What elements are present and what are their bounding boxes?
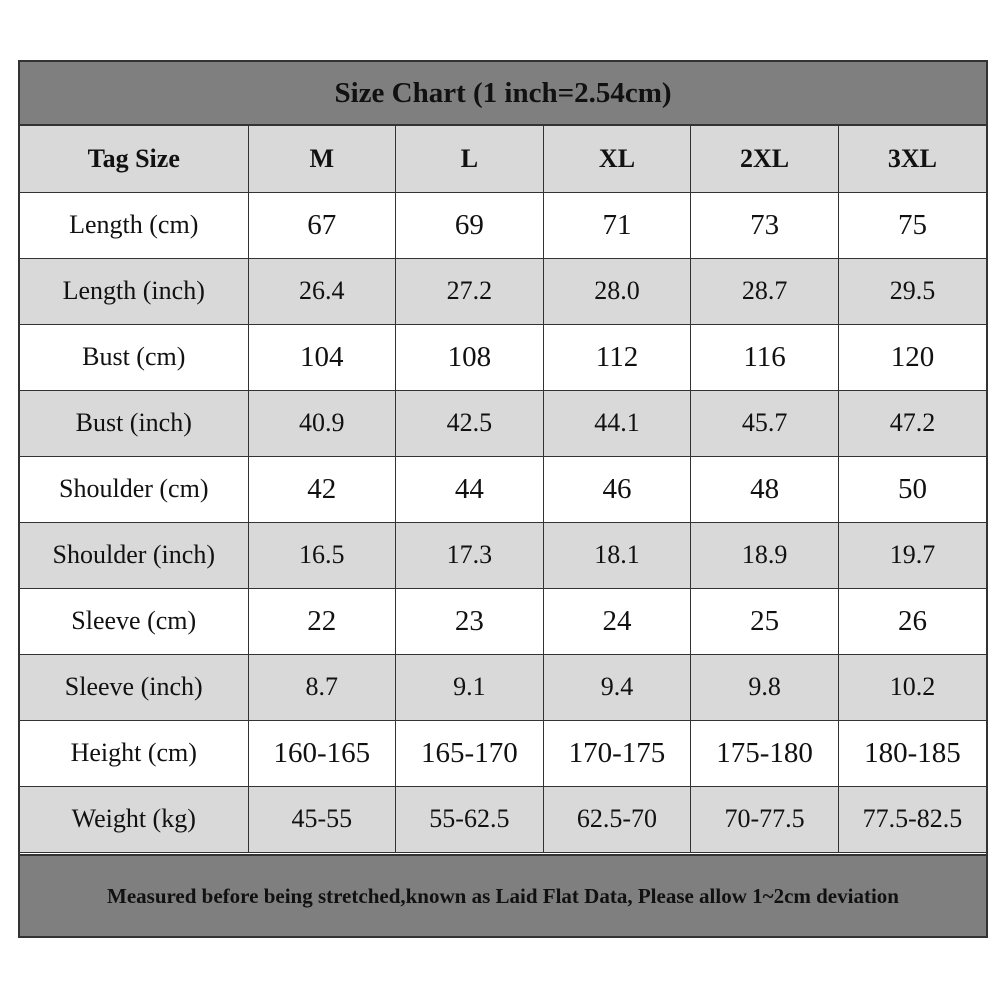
table-cell: 23 — [396, 588, 544, 654]
table-row — [20, 588, 986, 654]
table-cell: 9.4 — [543, 654, 691, 720]
table-cell: 67 — [248, 192, 396, 258]
table-cell: 75 — [838, 192, 986, 258]
table-cell: 9.1 — [396, 654, 544, 720]
row-label: Length (inch) — [20, 258, 248, 324]
table-cell: 175-180 — [691, 720, 839, 786]
table-cell: 104 — [248, 324, 396, 390]
table-cell: 29.5 — [838, 258, 986, 324]
table-cell: 8.7 — [248, 654, 396, 720]
header-row — [20, 126, 986, 192]
table-cell: 44.1 — [543, 390, 691, 456]
table-cell: 108 — [396, 324, 544, 390]
table-cell: 44 — [396, 456, 544, 522]
table-cell: 17.3 — [396, 522, 544, 588]
table-row — [20, 786, 986, 852]
table-cell: 22 — [248, 588, 396, 654]
table-cell: 25 — [691, 588, 839, 654]
row-label: Weight (kg) — [20, 786, 248, 852]
table-cell: 45-55 — [248, 786, 396, 852]
row-label: Height (cm) — [20, 720, 248, 786]
table-row — [20, 258, 986, 324]
table-row — [20, 192, 986, 258]
table-cell: 50 — [838, 456, 986, 522]
table-row — [20, 522, 986, 588]
row-label: Shoulder (inch) — [20, 522, 248, 588]
size-header: M — [248, 126, 396, 192]
table-row — [20, 720, 986, 786]
table-cell: 26 — [838, 588, 986, 654]
table-row — [20, 654, 986, 720]
size-chart — [18, 60, 988, 938]
size-header: L — [396, 126, 544, 192]
table-cell: 18.9 — [691, 522, 839, 588]
table-cell: 55-62.5 — [396, 786, 544, 852]
table-cell: 26.4 — [248, 258, 396, 324]
row-label: Bust (cm) — [20, 324, 248, 390]
table-cell: 165-170 — [396, 720, 544, 786]
row-label: Length (cm) — [20, 192, 248, 258]
table-cell: 71 — [543, 192, 691, 258]
table-cell: 62.5-70 — [543, 786, 691, 852]
table-cell: 116 — [691, 324, 839, 390]
table-cell: 73 — [691, 192, 839, 258]
row-label: Sleeve (inch) — [20, 654, 248, 720]
table-cell: 28.0 — [543, 258, 691, 324]
table-cell: 77.5-82.5 — [838, 786, 986, 852]
table-cell: 112 — [543, 324, 691, 390]
table-row — [20, 390, 986, 456]
table-row — [20, 324, 986, 390]
table-cell: 47.2 — [838, 390, 986, 456]
size-table — [20, 126, 986, 853]
table-cell: 120 — [838, 324, 986, 390]
table-cell: 27.2 — [396, 258, 544, 324]
size-header: 2XL — [691, 126, 839, 192]
table-cell: 46 — [543, 456, 691, 522]
table-cell: 24 — [543, 588, 691, 654]
table-cell: 70-77.5 — [691, 786, 839, 852]
tag-size-header: Tag Size — [20, 126, 248, 192]
size-header: 3XL — [838, 126, 986, 192]
table-cell: 18.1 — [543, 522, 691, 588]
row-label: Sleeve (cm) — [20, 588, 248, 654]
row-label: Bust (inch) — [20, 390, 248, 456]
chart-title: Size Chart (1 inch=2.54cm) — [20, 62, 986, 126]
table-cell: 180-185 — [838, 720, 986, 786]
size-header: XL — [543, 126, 691, 192]
table-cell: 19.7 — [838, 522, 986, 588]
table-cell: 10.2 — [838, 654, 986, 720]
table-row — [20, 456, 986, 522]
deviation-note: Measured before being stretched,known as Laid Flat Data, Please allow 1~2cm deviation — [20, 854, 986, 936]
table-cell: 69 — [396, 192, 544, 258]
table-cell: 160-165 — [248, 720, 396, 786]
table-cell: 170-175 — [543, 720, 691, 786]
table-cell: 42.5 — [396, 390, 544, 456]
table-cell: 48 — [691, 456, 839, 522]
table-cell: 16.5 — [248, 522, 396, 588]
row-label: Shoulder (cm) — [20, 456, 248, 522]
table-cell: 40.9 — [248, 390, 396, 456]
table-cell: 45.7 — [691, 390, 839, 456]
table-cell: 28.7 — [691, 258, 839, 324]
table-cell: 42 — [248, 456, 396, 522]
table-cell: 9.8 — [691, 654, 839, 720]
